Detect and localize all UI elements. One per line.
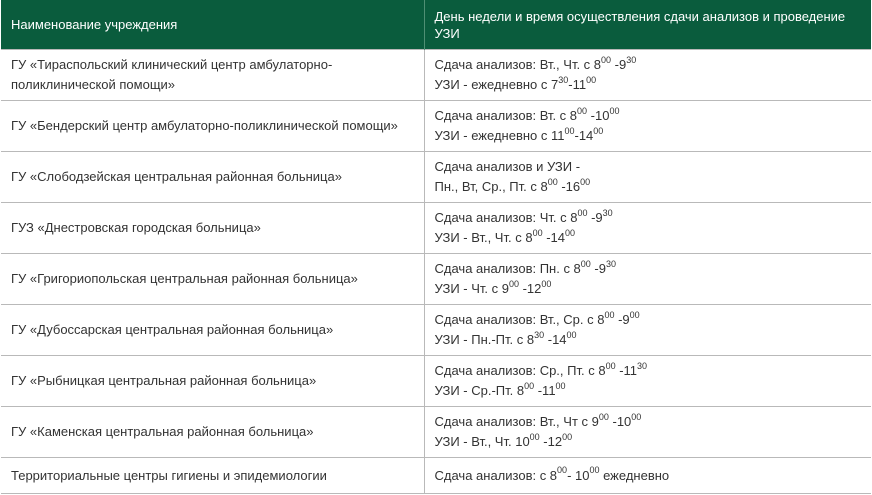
schedule-cell — [424, 203, 871, 254]
header-schedule: День недели и время осуществления сдачи анализов и проведение УЗИ — [424, 0, 871, 50]
institution-cell: ГУ «Бендерский центр амбулаторно-поликлинической помощи» — [1, 101, 424, 152]
schedule-text: -12 — [518, 281, 542, 296]
schedule-cell — [424, 458, 871, 494]
schedule-line — [435, 157, 862, 177]
institution-cell: ГУ «Григориопольская центральная районная больница» — [1, 254, 424, 305]
schedule-line — [435, 412, 862, 432]
schedule-text: УЗИ - Пн.-Пт. с 8 — [434, 332, 535, 347]
schedule-cell — [424, 356, 871, 407]
schedule-line — [435, 432, 862, 452]
schedule-text: -10 — [608, 414, 632, 429]
time-superscript: 00 — [586, 74, 597, 85]
time-superscript: 00 — [577, 207, 588, 218]
time-superscript: 00 — [524, 380, 535, 391]
schedule-text: -9 — [614, 312, 630, 327]
table-row — [1, 356, 871, 407]
time-superscript: 00 — [541, 278, 552, 289]
schedule-text: Сдача анализов: Ср., Пт. с 8 — [434, 363, 606, 378]
schedule-text: УЗИ - Ср.-Пт. 8 — [434, 383, 525, 398]
time-superscript: 00 — [562, 431, 573, 442]
time-superscript: 00 — [609, 105, 620, 116]
time-superscript: 00 — [631, 411, 642, 422]
time-superscript: 00 — [598, 411, 609, 422]
schedule-text: Сдача анализов: Вт. с 8 — [434, 108, 578, 123]
time-superscript: 00 — [564, 227, 575, 238]
schedule-text: -10 — [587, 108, 610, 123]
schedule-text: Сдача анализов: Вт., Чт. с 8 — [434, 57, 602, 72]
schedule-line — [435, 259, 862, 279]
schedule-text: -9 — [590, 261, 606, 276]
time-superscript: 00 — [593, 125, 604, 136]
time-superscript: 30 — [626, 54, 637, 65]
institution-cell: Территориальные центры гигиены и эпидемиологии — [1, 458, 424, 494]
time-superscript: 00 — [601, 54, 612, 65]
schedule-text: -16 — [557, 179, 581, 194]
schedule-line — [435, 208, 862, 228]
schedule-text: УЗИ - ежедневно с 11 — [434, 128, 565, 143]
schedule-line — [435, 228, 862, 248]
institution-cell: ГУЗ «Днестровская городская больница» — [1, 203, 424, 254]
schedule-cell — [424, 254, 871, 305]
time-superscript: 00 — [564, 125, 575, 136]
schedule-text: Сдача анализов: Чт. с 8 — [434, 210, 578, 225]
schedule-text: -11 — [615, 363, 638, 378]
schedule-text: -14 — [544, 332, 567, 347]
schedule-line — [435, 361, 862, 381]
schedule-text: УЗИ - Чт. с 9 — [434, 281, 509, 296]
table-row — [1, 101, 871, 152]
institution-cell: ГУ «Рыбницкая центральная районная больница» — [1, 356, 424, 407]
schedule-line — [435, 55, 862, 75]
schedule-text: - 10 — [567, 467, 590, 483]
institution-cell: ГУ «Дубоссарская центральная районная больница» — [1, 305, 424, 356]
schedule-cell — [424, 152, 871, 203]
table-row — [1, 305, 871, 356]
time-superscript: 00 — [508, 278, 519, 289]
schedule-cell — [424, 305, 871, 356]
time-superscript: 00 — [555, 380, 566, 391]
time-superscript: 30 — [534, 329, 545, 340]
schedule-text: Сдача анализов: Вт., Ср. с 8 — [434, 312, 605, 327]
table-row — [1, 254, 871, 305]
schedule-line — [435, 466, 862, 486]
schedule-text: -11 — [568, 77, 587, 92]
time-superscript: 30 — [602, 207, 613, 218]
time-superscript: 00 — [605, 360, 616, 371]
institution-cell: ГУ «Тираспольский клинический центр амбулаторно-поликлинической помощи» — [1, 50, 424, 101]
time-superscript: 00 — [529, 431, 540, 442]
time-superscript: 00 — [566, 329, 577, 340]
schedule-text: -11 — [534, 383, 556, 398]
time-superscript: 00 — [629, 309, 640, 320]
schedule-text: -9 — [611, 57, 627, 72]
schedule-line — [435, 106, 862, 126]
table-row — [1, 50, 871, 101]
time-superscript: 00 — [589, 465, 600, 476]
time-superscript: 30 — [637, 360, 648, 371]
schedule-text: Сдача анализов: с 8 — [434, 467, 558, 483]
schedule-line — [435, 126, 862, 146]
schedule-line — [435, 330, 862, 350]
time-superscript: 00 — [577, 105, 588, 116]
time-superscript: 00 — [557, 465, 568, 476]
schedule-cell — [424, 50, 871, 101]
schedule-text: -14 — [574, 128, 594, 143]
table-header — [1, 0, 871, 50]
schedule-line — [435, 381, 862, 401]
schedule-table — [1, 0, 871, 494]
schedule-text: ежедневно — [599, 467, 670, 483]
time-superscript: 00 — [580, 176, 591, 187]
table-row — [1, 407, 871, 458]
table-body — [1, 50, 871, 494]
schedule-text: -12 — [539, 434, 563, 449]
header-institution: Наименование учреждения — [1, 0, 424, 50]
table-row — [1, 152, 871, 203]
header-row — [1, 0, 871, 50]
schedule-text: -9 — [587, 210, 603, 225]
schedule-text: УЗИ - Вт., Чт. 10 — [434, 434, 530, 449]
schedule-text: УЗИ - ежедневно с 7 — [434, 77, 559, 92]
time-superscript: 30 — [605, 258, 616, 269]
schedule-cell — [424, 101, 871, 152]
schedule-text: Сдача анализов и УЗИ - — [434, 159, 581, 174]
table-row — [1, 203, 871, 254]
table-row — [1, 458, 871, 494]
schedule-text: -14 — [542, 230, 565, 245]
time-superscript: 00 — [580, 258, 591, 269]
time-superscript: 00 — [532, 227, 543, 238]
schedule-cell — [424, 407, 871, 458]
time-superscript: 00 — [547, 176, 558, 187]
time-superscript: 00 — [604, 309, 615, 320]
institution-cell: ГУ «Каменская центральная районная больница» — [1, 407, 424, 458]
schedule-text: УЗИ - Вт., Чт. с 8 — [434, 230, 533, 245]
schedule-text: Сдача анализов: Вт., Чт с 9 — [434, 414, 599, 429]
schedule-text: Пн., Вт, Ср., Пт. с 8 — [434, 179, 548, 194]
schedule-line — [435, 279, 862, 299]
schedule-text: Сдача анализов: Пн. с 8 — [434, 261, 581, 276]
schedule-line — [435, 75, 862, 95]
time-superscript: 30 — [558, 74, 569, 85]
schedule-line — [435, 310, 862, 330]
schedule-line — [435, 177, 862, 197]
institution-cell: ГУ «Слободзейская центральная районная больница» — [1, 152, 424, 203]
